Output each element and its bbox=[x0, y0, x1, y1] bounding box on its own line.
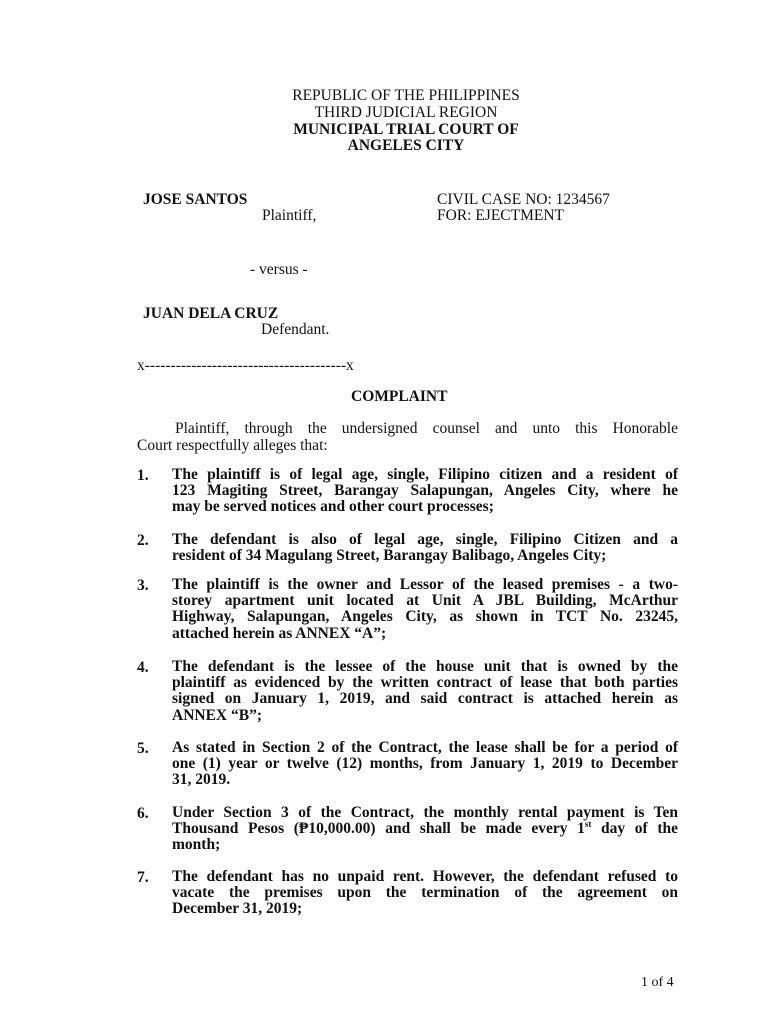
allegation-line: The defendant is also of legal age, single, Filipino Citizen and a bbox=[172, 531, 678, 548]
allegation-text: Thousand Pesos (₱10,000.00) and shall be made every 1 bbox=[172, 820, 585, 838]
document-title: COMPLAINT bbox=[351, 388, 448, 405]
allegation-line: Highway, Salapungan, Angeles City, as shown in TCT No. 23245, bbox=[172, 608, 678, 626]
header-city: ANGELES CITY bbox=[347, 137, 465, 154]
intro-paragraph bbox=[137, 420, 678, 454]
allegation-line: The defendant is the lessee of the house unit that is owned by the bbox=[172, 658, 678, 675]
allegation-line: month; bbox=[172, 836, 221, 854]
allegation-line: signed on January 1, 2019, and said contract is attached herein as bbox=[172, 690, 678, 708]
defendant-role: Defendant. bbox=[261, 321, 330, 338]
case-nature: FOR: EJECTMENT bbox=[437, 207, 565, 224]
defendant-name: JUAN DELA CRUZ bbox=[143, 305, 279, 322]
allegation-number: 1. bbox=[137, 467, 149, 484]
plaintiff-name: JOSE SANTOS bbox=[143, 191, 248, 208]
header-court: MUNICIPAL TRIAL COURT OF bbox=[293, 121, 519, 138]
allegation-number: 4. bbox=[137, 659, 149, 676]
versus-label: - versus - bbox=[250, 261, 308, 278]
allegation-text: day of the bbox=[591, 820, 678, 838]
allegation-line: The plaintiff is of legal age, single, Filipino citizen and a resident of bbox=[172, 466, 678, 483]
allegation-number: 5. bbox=[137, 740, 149, 757]
allegation-line: The plaintiff is the owner and Lessor of the leased premises - a two- bbox=[172, 576, 678, 593]
allegation-line: 31, 2019. bbox=[172, 771, 231, 789]
caption-divider: x---------------------------------------x bbox=[137, 357, 354, 374]
allegation-line: one (1) year or twelve (12) months, from January 1, 2019 to December bbox=[172, 755, 678, 773]
allegation-line: vacate the premises upon the termination of the agreement on bbox=[172, 884, 678, 902]
intro-line-1: Plaintiff, through the undersigned counsel and unto this Honorable bbox=[175, 420, 678, 437]
allegation-number: 3. bbox=[137, 577, 149, 594]
allegation-line: attached herein as ANNEX “A”; bbox=[172, 624, 387, 642]
allegation-line-with-superscript bbox=[172, 821, 678, 837]
allegation-number: 2. bbox=[137, 532, 149, 549]
allegation-line: storey apartment unit located at Unit A JBL Building, McArthur bbox=[172, 592, 678, 610]
allegation-line: plaintiff as evidenced by the written contract of lease that both parties bbox=[172, 674, 678, 692]
allegation-line: Under Section 3 of the Contract, the monthly rental payment is Ten bbox=[172, 804, 678, 821]
ordinal-superscript: st bbox=[584, 819, 592, 830]
allegation-line: 123 Magiting Street, Barangay Salapungan, Angeles City, where he bbox=[172, 482, 678, 500]
header-region: THIRD JUDICIAL REGION bbox=[314, 104, 498, 121]
page-indicator: 1 of 4 bbox=[641, 975, 674, 990]
allegation-line: The defendant has no unpaid rent. However, the defendant refused to bbox=[172, 868, 678, 885]
header-republic: REPUBLIC OF THE PHILIPPINES bbox=[292, 87, 520, 104]
intro-line-2: Court respectfully alleges that: bbox=[137, 437, 328, 454]
allegation-line: ANNEX “B”; bbox=[172, 706, 262, 724]
allegation-line: December 31, 2019; bbox=[172, 900, 303, 918]
case-number: CIVIL CASE NO: 1234567 bbox=[437, 191, 610, 208]
allegation-line: As stated in Section 2 of the Contract, the lease shall be for a period of bbox=[172, 739, 678, 756]
allegation-number: 6. bbox=[137, 805, 149, 822]
allegation-number: 7. bbox=[137, 869, 149, 886]
plaintiff-role: Plaintiff, bbox=[262, 207, 317, 224]
allegation-line: may be served notices and other court processes; bbox=[172, 498, 494, 516]
allegation-line: resident of 34 Magulang Street, Barangay Balibago, Angeles City; bbox=[172, 547, 607, 565]
